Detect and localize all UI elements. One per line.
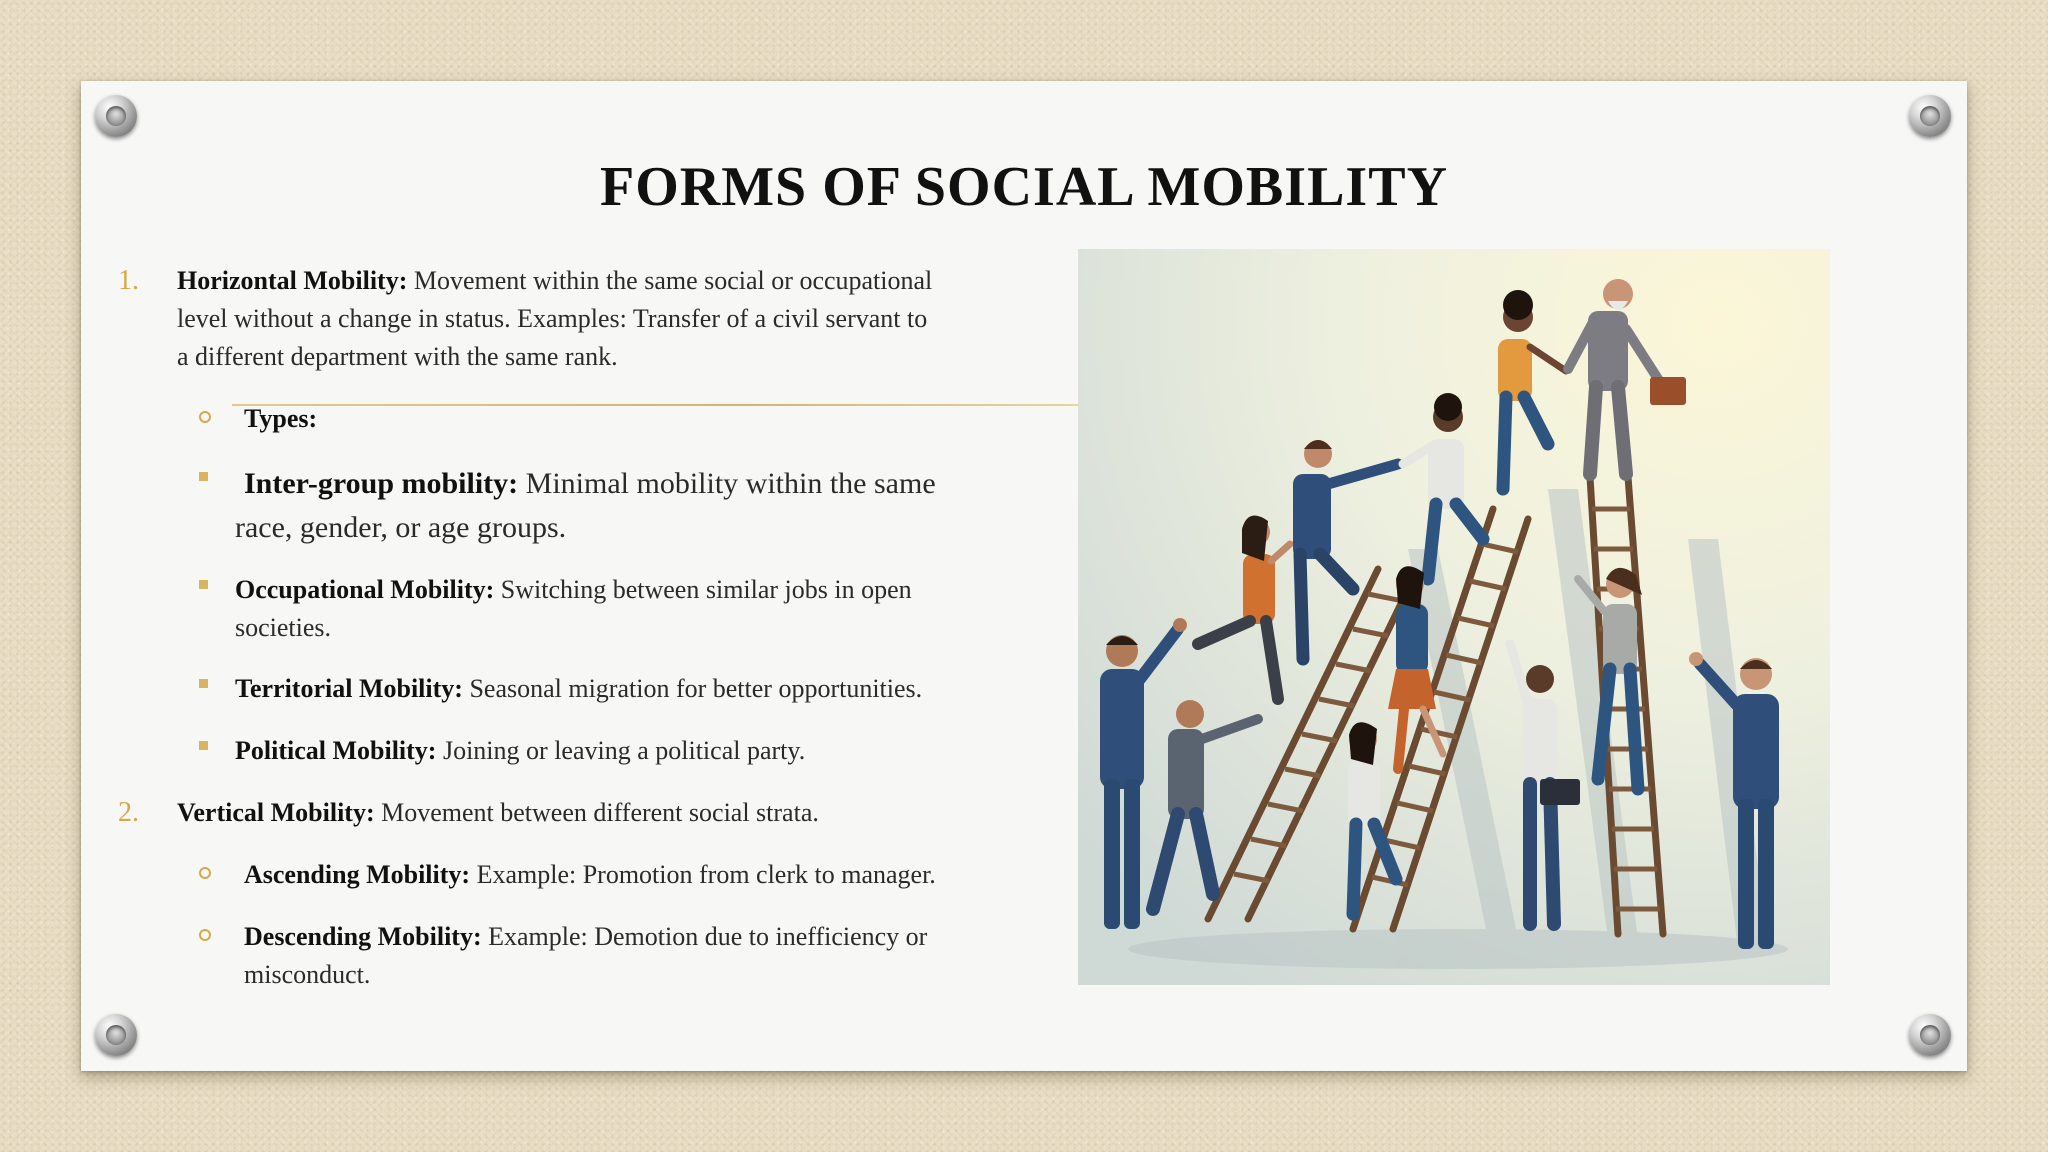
descending-mobility-line-1	[244, 918, 927, 956]
horizontal-mobility-line-2: level without a change in status. Examples: Transfer of a civil servant to	[177, 304, 928, 333]
types-term: Types:	[244, 404, 318, 433]
political-mobility-line-1	[235, 732, 805, 770]
horizontal-mobility-line-3: a different department with the same rank.	[177, 342, 618, 371]
grommet-bottom-right-icon	[1909, 1014, 1951, 1056]
ascending-mobility-term: Ascending Mobility:	[244, 860, 471, 889]
vertical-mobility-line-1	[177, 794, 819, 832]
horizontal-mobility-line-1	[177, 262, 932, 300]
occupational-mobility-term: Occupational Mobility:	[235, 575, 495, 604]
square-bullet-icon	[199, 741, 208, 750]
divider-line	[232, 404, 1078, 406]
grommet-top-left-icon	[95, 95, 137, 137]
descending-mobility-line-2: misconduct.	[244, 960, 371, 989]
descending-mobility-desc-1: Example: Demotion due to inefficiency or	[488, 922, 928, 951]
territorial-mobility-line-1	[235, 670, 922, 708]
people-climbing-ladders-illustration	[1078, 249, 1830, 985]
descending-mobility-term: Descending Mobility:	[244, 922, 482, 951]
territorial-mobility-desc-1: Seasonal migration for better opportunities.	[469, 674, 923, 703]
occupational-mobility-line-2: societies.	[235, 613, 332, 642]
circle-bullet-icon	[199, 867, 211, 879]
occupational-mobility-line-1	[235, 571, 912, 609]
intergroup-mobility-desc-1: Minimal mobility within the same	[525, 467, 936, 500]
ascending-mobility-line-1	[244, 856, 936, 894]
political-mobility-term: Political Mobility:	[235, 736, 437, 765]
grommet-bottom-left-icon	[95, 1014, 137, 1056]
square-bullet-icon	[199, 472, 208, 481]
intergroup-mobility-term: Inter-group mobility:	[244, 467, 519, 500]
square-bullet-icon	[199, 580, 208, 589]
list-number-1: 1.	[118, 265, 139, 296]
vertical-mobility-term: Vertical Mobility:	[177, 798, 375, 827]
circle-bullet-icon	[199, 411, 211, 423]
page-title: FORMS OF SOCIAL MOBILITY	[599, 156, 1449, 218]
horizontal-mobility-term: Horizontal Mobility:	[177, 266, 408, 295]
intergroup-mobility-line-1	[244, 462, 936, 506]
list-number-2: 2.	[118, 797, 139, 828]
types-heading	[244, 400, 317, 438]
vertical-mobility-desc-1: Movement between different social strata.	[381, 798, 819, 827]
occupational-mobility-desc-1: Switching between similar jobs in open	[500, 575, 912, 604]
horizontal-mobility-desc-1: Movement within the same social or occupational	[413, 266, 933, 295]
intergroup-mobility-line-2: race, gender, or age groups.	[235, 511, 567, 544]
political-mobility-desc-1: Joining or leaving a political party.	[442, 736, 806, 765]
grommet-top-right-icon	[1909, 95, 1951, 137]
ascending-mobility-desc-1: Example: Promotion from clerk to manager.	[476, 860, 936, 889]
territorial-mobility-term: Territorial Mobility:	[235, 674, 463, 703]
square-bullet-icon	[199, 679, 208, 688]
circle-bullet-icon	[199, 929, 211, 941]
